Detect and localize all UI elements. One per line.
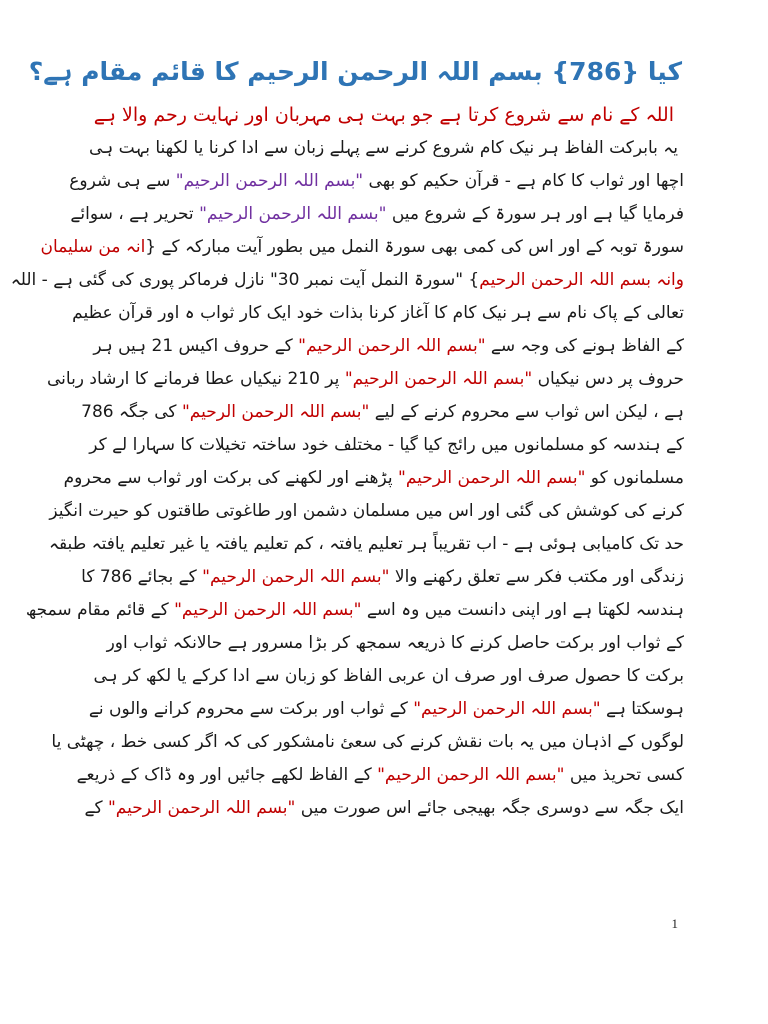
text-line [69, 165, 696, 198]
text-segment: کے الفاظ ہونے کی وجہ سے [485, 336, 684, 356]
text-line [10, 264, 696, 297]
text-segment: سے ہی شروع [69, 171, 176, 191]
text-line [63, 462, 696, 495]
text-segment: یہ بابرکت الفاظ ہر نیک کام شروع کرنے سے پہلے زبان سے ادا کرنا یا لکھنا بہت ہی [89, 138, 678, 158]
text-line [72, 330, 696, 363]
highlighted-phrase: "بسم اللہ الرحمن الرحیم" [344, 369, 533, 389]
text-line [72, 561, 696, 594]
highlighted-phrase: انہ من سلیمان [40, 237, 146, 257]
highlighted-phrase: "بسم اللہ الرحمن الرحیم" [413, 699, 601, 719]
highlighted-phrase: "بسم اللہ الرحمن الرحیم" [181, 402, 370, 422]
text-segment: کے ثواب اور برکت سے محروم کرانے والوں نے [88, 699, 414, 719]
document-title: کیا {786} بسم اللہ الرحمن الرحیم کا قائم مقام ہے؟ [28, 57, 682, 86]
text-line [49, 528, 696, 561]
text-segment: تحریر ہے ، سوائے [70, 204, 200, 224]
text-segment: کے [84, 798, 108, 818]
highlighted-phrase: "بسم اللہ الرحمن الرحیم" [377, 765, 565, 785]
text-line [72, 198, 696, 231]
text-segment: زندگی اور مکتب فکر سے تعلق رکھنے والا [389, 567, 684, 587]
text-segment: سورۃ توبہ کے اور اس کی کمی بھی سورۃ النمل میں بطور آیت مبارکہ کے { [145, 237, 684, 257]
highlighted-phrase: "بسم اللہ الرحمن الرحیم" [398, 468, 586, 488]
text-segment: پر 210 نیکیاں عطا فرمانے کا ارشاد ربانی [46, 369, 345, 389]
text-line [72, 693, 696, 726]
text-segment: کے الفاظ لکھے جائیں اور وہ ڈاک کے ذریعے [76, 765, 378, 785]
bismillah-translation-subtitle: اللہ کے نام سے شروع کرتا ہے جو بہت ہی مہربان اور نہایت رحم والا ہے [93, 104, 674, 126]
text-segment: کے بجائے 786 کا [81, 567, 203, 587]
text-segment: کے ثواب اور برکت حاصل کرنے کا ذریعہ سمجھ کر بڑا مسرور ہے حالانکہ ثواب اور [106, 633, 684, 653]
text-segment: پڑھنے اور لکھنے کی برکت اور ثواب سے محروم [63, 468, 399, 488]
text-segment: اچھا اور ثواب کا کام ہے - قرآن حکیم کو بھی [363, 171, 684, 191]
text-segment: کرنے کی کوشش کی گئی اور اس میں مسلمان دشمن اور طاغوتی طاقتوں کو حیرت انگیز [49, 501, 684, 521]
text-line [40, 231, 696, 264]
text-segment: ایک جگہ سے دوسری جگہ بھیجی جائے اس صورت میں [295, 798, 684, 818]
highlighted-phrase: "بسم اللہ الرحمن الرحیم" [298, 336, 486, 356]
text-segment: ہندسہ لکھتا ہے اور اپنی دانست میں وہ اسے [361, 600, 684, 620]
text-line [46, 363, 696, 396]
text-segment: کے حروف اکیس 21 ہیں ہر [93, 336, 299, 356]
text-segment: حد تک کامیابی ہوئی ہے - اب تقریباً ہر تعلیم یافتہ ، کم تعلیم یافتہ یا غیر تعلیم یافتہ طبقہ [49, 534, 684, 554]
text-line [72, 759, 696, 792]
text-segment: کے قائم مقام سمجھ [25, 600, 175, 620]
highlighted-phrase: "بسم اللہ الرحمن الرحیم" [199, 204, 387, 224]
text-segment: لوگوں کے اذہان میں یہ بات نقش کرنے کی سعئ نامشکور کی کہ اگر کسی خط ، چھٹی یا [51, 732, 684, 752]
text-segment: مسلمانوں کو [585, 468, 684, 488]
text-segment: حروف پر دس نیکیاں [532, 369, 684, 389]
page-number: 1 [671, 916, 678, 931]
text-line [72, 132, 696, 165]
text-segment: ہے ، لیکن اس ثواب سے محروم کرنے کے لیے [369, 402, 684, 422]
text-segment: فرمایا گیا ہے اور ہر سورۃ کے شروع میں [386, 204, 684, 224]
text-line [72, 297, 696, 330]
text-segment: } "سورۃ النمل آیت نمبر 30" نازل فرماکر پوری کی گئی ہے - اللہ [10, 270, 480, 290]
highlighted-phrase: "بسم اللہ الرحمن الرحیم" [175, 171, 364, 191]
text-segment: کی جگہ 786 [81, 402, 182, 422]
highlighted-phrase: "بسم اللہ الرحمن الرحیم" [107, 798, 296, 818]
highlighted-phrase: "بسم اللہ الرحمن الرحیم" [202, 567, 390, 587]
highlighted-phrase: "بسم اللہ الرحمن الرحیم" [174, 600, 362, 620]
text-segment: کسی تحریذ میں [564, 765, 684, 785]
text-segment: برکت کا حصول صرف اور صرف ان عربی الفاظ کو زبان سے ادا کرکے یا لکھ کر ہی [93, 666, 684, 686]
text-line [72, 660, 696, 693]
highlighted-phrase: وانہ بسم اللہ الرحمن الرحیم [479, 270, 684, 290]
text-line [72, 396, 696, 429]
text-segment: تعالی کے پاک نام سے ہر نیک کام کا آغاز کرنا بذات خود ایک کار ثواب ہ اور قرآن عظیم [72, 303, 684, 323]
article-body [10, 132, 696, 825]
text-segment: ہوسکتا ہے [600, 699, 684, 719]
text-line [72, 792, 696, 825]
text-line [49, 495, 696, 528]
text-segment: کے ہندسہ کو مسلمانوں میں رائج کیا گیا - مختلف خود ساختہ تخیلات کا سہارا لے کر [89, 435, 684, 455]
text-line [72, 627, 696, 660]
text-line [25, 594, 696, 627]
text-line [51, 726, 696, 759]
text-line [72, 429, 696, 462]
